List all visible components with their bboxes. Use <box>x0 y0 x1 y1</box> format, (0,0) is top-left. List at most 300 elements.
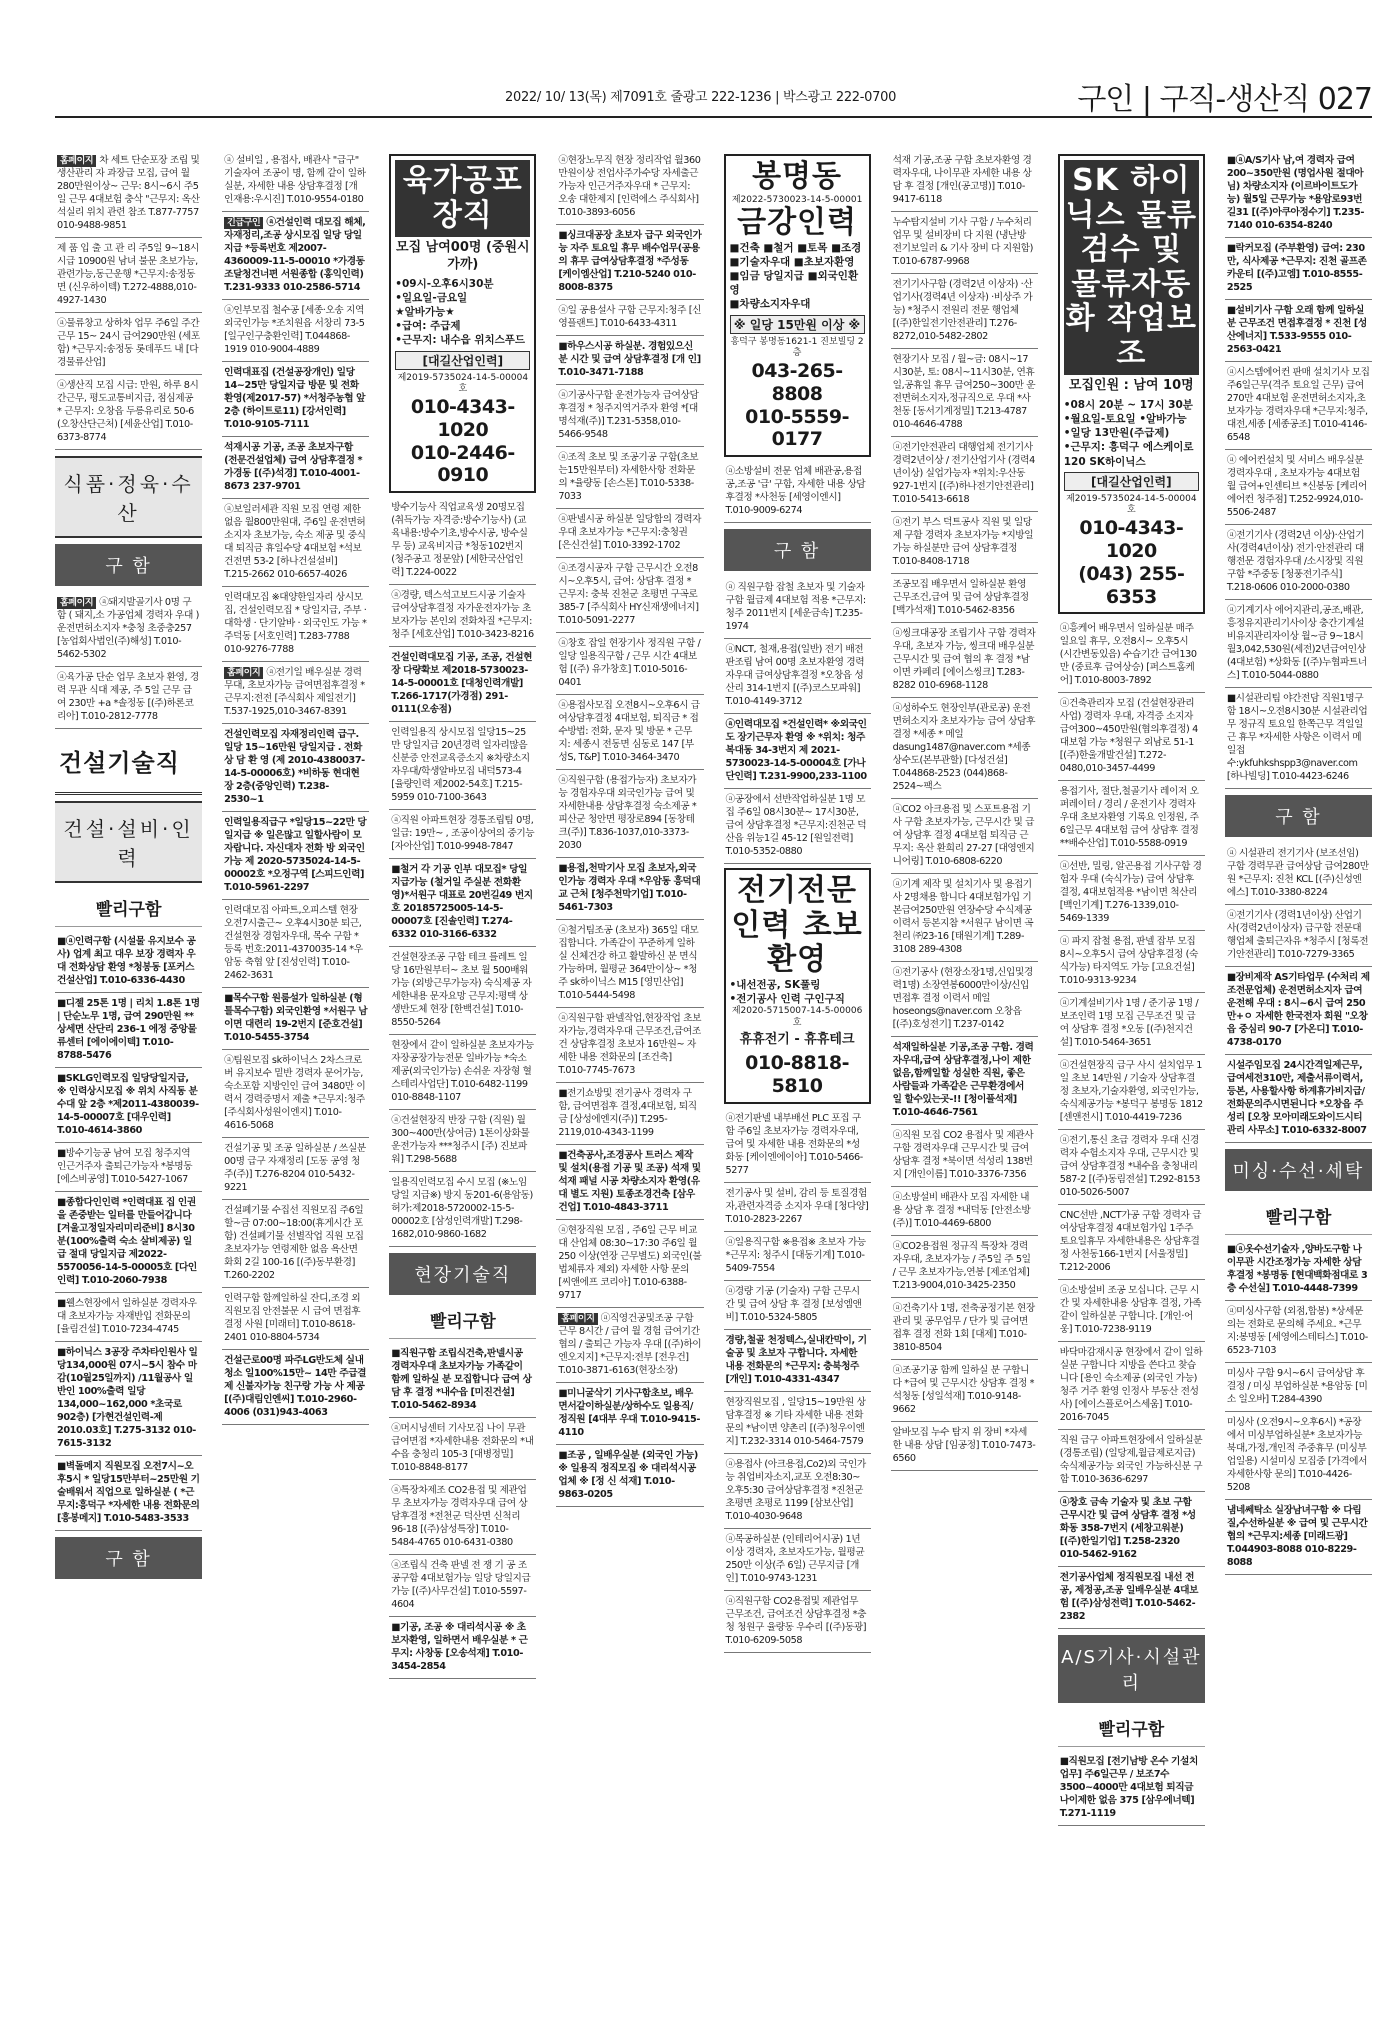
ad-text: ⓐ직원구함 판넬작업,현장작업 초보자가능,경력자우대 근무조건,급여조건 상담후결정 초보자 16만원~ 자세한 내용 전화문의 [조건축] T.010-7745-7673 <box>558 1013 702 1076</box>
classified-ad <box>1058 1751 1205 1826</box>
ad-text: ⓐ창호 금속 기술자 및 초보 구함 근무시간 및 급여 상담후 결정 *성화동 358-7번지 (세창고워분) [(주)한일기업] T.258-2320 010-5462-9162 <box>1059 1497 1196 1561</box>
classified-ad <box>222 150 369 212</box>
classified-ad <box>1225 1363 1372 1412</box>
phone-number: 010-5559-0177 <box>745 405 849 451</box>
column-1 <box>55 150 202 2020</box>
classified-ad <box>222 1138 369 1200</box>
banner-company: [대길산업인력] <box>1064 472 1199 491</box>
banner-line: ■기술자우대 ■초보자환영 <box>729 255 855 268</box>
classified-ad <box>389 497 536 585</box>
banner-address: 흥덕구 봉명동1621-1 진보빌딩 2층 <box>730 336 864 359</box>
ad-text: ⓐ철거팀조공 (초보자) 365일 대모집합니다. 가족같이 꾸준하게 일하실 신체건강 하고 활발하신 분 면식 가능하며, 월평균 364만이상~ *청주 sk하이닉스 M15 [영민산업] T.010-5444-5498 <box>558 925 699 1001</box>
section-title: 구인 | 구직-생산직 027 <box>1077 82 1372 117</box>
banner-reg: 제2020-5715007-14-5-00006호 <box>731 1005 863 1028</box>
classified-ad <box>389 1617 536 1679</box>
classified-ad <box>556 300 703 336</box>
classified-ad <box>724 1330 871 1392</box>
ad-text: ⓐ경량, 텍스석고보드시공 기술자 급여상담후결정 자가운전자가능 초보자가능 본인외 전화차질 *근무지:청주 [세호산업] T.010-3423-8216 <box>391 590 534 641</box>
ad-text: ⓐ전기 부스 덕트공사 직원 및 일당제 구함 경력자 초보자가능 *지방일 가능 하실분만 급여 상담후결정 T.010-8408-1718 <box>892 517 1034 567</box>
ad-text: 인력대모집 아파트,오피스텔 현장 오전7시출근~ 오후4시30분 퇴근, 건설현장 경험자우대, 목수 구함 *등록 번호:2011-4370035-14 *우암동 축협 앞 [진성인력] T.010-2462-3631 <box>224 905 363 982</box>
classified-ad <box>389 585 536 647</box>
ad-text: ⓐ흥케어 배우면서 일하실분 매주 일요일 휴무, 오전8시~ 오후5시 (시간변동있음) 수습기간 급여130만 (중료후 급여상승) [퍼스트홈케어] T.010-8003-7892 <box>1059 623 1197 687</box>
banner-line: •일당 13만원(주급제) <box>1063 427 1170 440</box>
classified-ad <box>724 1281 871 1330</box>
classified-ad <box>724 789 871 864</box>
classified-ad <box>556 1445 703 1507</box>
phone-number: 010-4343-1020 <box>410 396 515 441</box>
ad-text: ■장비제작 AS기타업무 (수처리 제조전문업체) 운전면허소지자 급여 운전해 우대 : 8시~6시 급여 250만+ㅇ 자세한 한국전자 회원 "오창읍 중심리 90-7 [가온디] T.010-4738-0170 <box>1226 972 1370 1048</box>
ad-text: ⓐ경량 기공 (기술자) 구함 근무시간 및 급여 상담 후 결정 [보성엠앤비] T.010-5324-5805 <box>725 1285 862 1323</box>
classified-ad <box>222 362 369 437</box>
ad-text: 경량,철골 천정텍스,실내칸막이, 기술공 및 초보자 구합니다. 자세한 내용 전화문의 *근무지: 충북청주 [개인] T.010-4331-4347 <box>725 1334 867 1385</box>
category-header: 구 함 <box>55 1537 202 1579</box>
classified-ad <box>222 1288 369 1350</box>
ad-text: 미싱사 구함 9시~6시 급여상담 후결정 / 미싱 부업하실분 *용암동 [미소 일오바] T.284-4390 <box>1226 1368 1368 1405</box>
classified-ad <box>1058 1567 1205 1629</box>
classified-ad <box>1225 905 1372 967</box>
ad-text: 현장직원모집 , 일당15~19만원 상담후결정 ※ 기타 자세한 내용 전화문의 *남이면 양촌리 [(주)청우이엔지] T.232-3314 010-5464-7579 <box>725 1396 866 1447</box>
classified-ad <box>1058 931 1205 993</box>
ad-text: ⓐ기계설비기사 1명 / 준기공 1명 / 보조인력 1명 모집 근무조건 및 급여 상담후 결정 *오동 [(주)천지건설] T.010-5464-3651 <box>1059 998 1199 1049</box>
banner-line: •08시 20분 ~ 17시 30분 <box>1063 398 1193 411</box>
ad-text: 전기기사구함 (경력2년 이상자) ·산업기사(경력4년 이상자) ·비상주 가능) *청주시 전원리 전문 행업체 [(주)한일전기안전관리] T.276-8272,010-5482-2802 <box>892 279 1033 342</box>
ad-text: ⓐ성하수도 현장인부(관로공) 운전면허소지자 초보자가능 급여 상담후결정 *세종 * 메일 dasung1487@naver.com *세종상수도(본부관할) [다성건설] T.044868-2523 (044)868-2524~팩스 <box>892 703 1036 792</box>
ad-text: ⓐ건축기사 1명, 전축공정기본 현장관리 및 공무업무 / 단가 및 급여면접후 결정 전화 1회 [대제] T.010-3810-8504 <box>892 1303 1035 1353</box>
classified-ad <box>389 647 536 722</box>
ad-text: 건설인력대모집 기공, 조공, 건설현장 다량확보 제2018-5730023-14-5-00001호 [대청인력개발] T.266-1717(가경점) 291-0111(오송점) <box>391 652 533 716</box>
ad-text: ⓐ판넬시공 하실분 일당합의 경력자우대 초보자가능 *근무지:충청권 [은신건설] T.010-3392-1702 <box>558 514 702 551</box>
banner-line: ■임금 당일지급 ■외국인환영 <box>729 270 859 297</box>
ad-text: ■하우스시공 하실분. 경험있으신분 시간 및 급여 상담후결정 [개 인] T.010-3471-7188 <box>558 341 701 378</box>
classified-ad <box>1058 1430 1205 1492</box>
classified-ad <box>556 558 703 633</box>
ad-text: ■시설관리팀 야간전담 직원1명구함 18시~오전8시30분 시설관리업무 정규직 토요일 한쪽근무 격일일근 휴무 *자세한 사항은 이력서 메일접수:ykfuhkshspp3@naver.com [하나빌딩] T.010-4423-6246 <box>1226 693 1368 782</box>
ad-text: ■직원구함 조립식건축,판넬시공 경력자우대 초보자가능 가족같이 함께 일하실 분 모집합니다 급여 상담 후 결정 *내수읍 [미진건설] T.010-5462-8934 <box>391 1348 532 1412</box>
classified-ad <box>1225 450 1372 525</box>
ad-text: 시설주임모집 24시간격일제근무,급여세전310만, 제출서류이력서,등본, 사용할사항 하계휴가비지급/전화문의주시면된니다 *오창읍 주성리 [오창 모아미래도와이드시티관리 사무소] T.010-6332-8007 <box>1226 1060 1367 1136</box>
ad-text: ■조공 , 일배우실분 (외국인 가능) ※ 일용직 정직모집 ※ 대리석시공업체 ※ [정 신 석재] T.010-9863-0205 <box>558 1450 698 1501</box>
classified-ad <box>724 461 871 523</box>
banner-highlight: ※ 일당 15만원 이상 ※ <box>730 315 865 334</box>
banner-title: 육가공포장직 <box>395 160 530 237</box>
ad-text: ■방수기능공 남여 모집 청주지역 인근거주자 출퇴근가능자 *봉명동 [에스비공영] T.010-5427-1067 <box>57 1148 193 1186</box>
category-header: A/S기사·시설관리 <box>1058 1635 1205 1703</box>
classified-ad <box>1225 300 1372 362</box>
ad-text: ■하이닉스 3공장 주차타인원사 일당134,000원 07시~5시 참수 마감(10월25일까지) /11월공사 일반인 100%출력 일당134,000~162,000 *초국로902층) [가현건설인력-제2010.03호] T.275-3132 010-7615-3132 <box>57 1347 198 1450</box>
ad-text: ⓐ기공사구함 운전가능자 급여상담후결정 * 청주지역거주자 환영 *[대명석재(주)] T.231-5358,010-5466-9548 <box>558 390 699 440</box>
classified-ad <box>55 238 202 313</box>
banner-sub: 모집인원 : 남여 10명 <box>1068 378 1194 393</box>
ad-text: ⓐ용접사모집 오전8시~오후6시 급여상담후결정 4대보험, 퇴직금 * 접수방법: 전화, 문자 및 방문 * 근무지: 세종시 전동면 심동로 147 [부성S, T&P] T.010-3464-3470 <box>558 700 700 763</box>
classified-ad <box>1225 362 1372 450</box>
classified-ad <box>891 799 1038 874</box>
classified-ad <box>1058 1055 1205 1130</box>
classified-ad <box>55 931 202 993</box>
banner-line: •일요일-금요일 <box>395 291 468 304</box>
phone-number: 010-2446-0910 <box>410 441 515 487</box>
phone-number: 010-8818-5810 <box>745 1052 849 1098</box>
classified-ad <box>1058 1342 1205 1430</box>
ad-tag: 홈페이지 <box>57 597 96 609</box>
classified-ad <box>556 336 703 385</box>
ad-text: ■싱크대공장 초보자 급구 외국인가능 자주 토요일 휴무 배수업무(공용의 휴무 급여상담후결정 *주성동 [케이엠산업] T.210-5240 010-8008-8375 <box>558 230 702 293</box>
ad-text: CNC선반 ,NCT가공 구함 경력자 급여상담후결정 4대보험가입 1주주 토요일휴무 자세한내용은 상담후결정 사천동166-1번지 [서울정밀] T.212-2006 <box>1059 1210 1202 1274</box>
ad-text: ⓐCO2 아크용접 및 스포트용접 기사 구함 초보자가능, 근무시간 및 급여 상담후 결정 4대보험 퇴직금 근무지: 옥산 환희리 27-27 [대영엔지니어링] T.010-6808-6220 <box>892 804 1035 867</box>
banner-company: [대길산업인력] <box>395 351 530 370</box>
classified-ad <box>389 1110 536 1172</box>
classified-ad <box>1225 150 1372 238</box>
ad-text: ⓐ직원구함 (용접가능자) 초보자가능 경험자우대 외국인가능 급여 및 자세한내용 상담후결정 숙소제공 *피산군 청안면 평장로894 [동창테크(주)] T.836-1037,010-3373-2030 <box>558 775 697 851</box>
classified-ad <box>1225 525 1372 600</box>
ad-text: ⓐ보일러세관 직원 모집 연령 제한없음 월800만원대, 주6일 운전면허소지자 초보가능, 숙소 제공 및 중식대 퇴직금 휴일수당 4대보험 *석보건전면 53-2 [하나건설설비] T.215-2662 010-6657-4026 <box>224 504 366 581</box>
ad-text: ■ⓐ인력구함 (시설물 유지보수 공사) 업계 최고 대우 보장 경력자 우대 전화상담 환영 *청봉동 [포커스건설산업] T.010-6336-4430 <box>57 936 196 987</box>
ad-text: ⓐ전기,통신 초급 경력자 우대 신경력자 수험소지자 우대, 근무시간 및 급여 상담후결정 *내수읍 충청내리 587-2 [(주)동림전설] T.292-8153 010-5026-5007 <box>1059 1135 1201 1199</box>
classified-ad <box>389 1035 536 1110</box>
ad-text: 인력일용직 상시모집 일당15~25만 당일지급 20년경력 일자리많음 신분증 안전교육증소지 ※차량소지자우대/학생알바모집 내덕573-4 [율량인력 제2002-54호] T.215-5959 010-7100-3643 <box>391 727 530 804</box>
column-7 <box>1058 150 1205 2020</box>
ad-text: ⓐ전기안전관리 대행업체 전기기사 경력2년이상 / 전기산업기사 (경력4년이상) 실업가능자 *위치:우산동 927-1번지 [(주)하나전기안전관리] T.010-5413-6618 <box>892 442 1035 505</box>
box-ad-banner <box>1058 154 1205 614</box>
classified-ad <box>556 225 703 300</box>
ad-text: 건설인력모집 자재정리인력 급구. 일당 15~16만원 당일지급 . 전화 상 담 환 영 (제 2010-4380037-14-5-00006호) *비하동 현대현장 2층(중앙인력) T.238-2530~1 <box>224 729 365 806</box>
ad-text: 미싱사 (오전9시~오후6시) *공장에서 미싱부업하실분* 초보자가능 북대,가정,개인적 주중휴무 (미싱부업일용) 시설미싱 모집중 [가격에서 자세한사항 문의] T.010-4426-5208 <box>1226 1417 1368 1493</box>
banner-line: •전기공사 인력 구인구직 <box>729 992 845 1005</box>
box-ad-banner <box>389 154 536 493</box>
banner-line: •월요일-토요일 •알바가능 <box>1063 413 1187 426</box>
ad-text: ⓐ현장직원 모집 , 주6일 근무 비교대 산업체 08:30~17:30 주6일 월250 이상(연장 근무별도) 외국인(불법체류자 제외) 자세한 사항 문의 [씨앤에프 코리아] T.010-6388-9717 <box>558 1225 702 1301</box>
classified-ad <box>1225 238 1372 300</box>
ad-text: ■SKLG인력모집 일당당일지급, ※ 인력상시모집 ※ 위치 사직동 분수대 앞 2층 *제2011-4380039-14-5-00007호 [대우인력] T.010-4614-3860 <box>57 1073 199 1137</box>
banner-reg: 제2022-5730023-14-5-00001 <box>731 194 863 205</box>
classified-ad <box>556 1008 703 1083</box>
ad-text: 제 품 입 출 고 관 리 주5일 9~18시 시급 10900원 남녀 불문 초보가능,관련가능,동근운행 *근무지:송정동 면 (신우하이텍) T.272-4888,010-4927-1430 <box>57 243 199 307</box>
classified-ad <box>724 1108 871 1183</box>
ad-text: ⓐ건설현장직 반장 구함 (직원) 월300~400만(상여금) 1톤이상화물운전가능자 ***청주시 [주) 진보파워] T.298-5688 <box>391 1115 530 1166</box>
classified-ad <box>1225 1301 1372 1363</box>
classified-ad <box>389 1555 536 1617</box>
column-3 <box>389 150 536 2020</box>
classified-ad <box>389 722 536 810</box>
classified-ad <box>1058 993 1205 1055</box>
ad-text: ⓐ건설인력 대모집 해체,자재정리,조공 상시모집 일당 당일지급 *등록번호 제2007-4360009-11-5-00010 *가경동 조달청건너편 서원종합 (홍익인력) T.231-9333 010-2586-5714 <box>224 217 366 294</box>
ad-text: 인력구함 함께일하실 잔디,조경 외 직원모집 안전불문 시 급여 면접후결정 사원 [미래터] T.010-8618-2401 010-8804-5734 <box>224 1293 361 1344</box>
ad-text: 전기공사 및 설비, 감리 등 토질경험자,관련자격증 소지자 우대 [청다양] T.010-2823-2267 <box>725 1187 869 1225</box>
classified-ad <box>222 988 369 1050</box>
classified-ad <box>724 1529 871 1591</box>
classified-ad <box>556 385 703 447</box>
classified-ad <box>1058 1205 1205 1280</box>
ad-text: ⓐ씽크대공장 조립기사 구함 경력자 우대, 초보자 가능, 씽크대 배우실분 근무시간 및 급여 협의 후 결정 *남이면 카페리 [에이스씽크] T.283-8282 010-6968-1128 <box>892 628 1036 691</box>
ad-text: 냄네쎄탁소 실장남녀구함 ※ 다림질,수선하실분 ※ 급여 및 근무시간 협의 *근무지:세종 [미래드광] T.044903-8088 010-8229-8088 <box>1226 1505 1368 1568</box>
ad-text: 건설현장조공 구함 테크 를레트 일당 16만원부터~ 초보 월 500배워 가능 (외방근무가능자) 숙식제공 자세한내용 문자요망 근무지:평택 상생반도체 현장 [한백건설] T.010-8550-5264 <box>391 952 532 1029</box>
phone-number: 043-265-8808 <box>751 359 843 405</box>
ad-text: ⓐ 설비일 , 용접사, 배관사 "급구" 기술자여 조공이 명, 함께 같이 일하실분, 자세한 내용 상담후결정 [개 인재용:우시진] T.010-9554-0180 <box>224 155 366 205</box>
ad-text: ■목수구함 원룸설가 일하실분 (형틀목수구함) 외국인환영 *서원구 남이면 대련리 19-2번지 [준호건설] T.010-5455-3754 <box>224 993 368 1044</box>
ad-text: ⓐ전기판넬 내부배선 PLC 포집 구함 주6일 초보자가능 경력자우대, 급여 및 자세한 내용 전화문의 *성화동 [케이엔에이아] T.010-5466-5277 <box>725 1112 863 1176</box>
classified-ad <box>891 574 1038 623</box>
classified-ad <box>222 499 369 587</box>
banner-company: 금강인력 <box>737 205 858 241</box>
ad-text: ■웰스현장에서 일하실분 경력자우대 초보자가능 자재반입 전화문의 [율림건설] T.010-7234-4745 <box>57 1298 197 1336</box>
banner-sub: 모집 남여00명 (중원시 가까) <box>396 240 530 272</box>
column-6 <box>891 150 1038 2020</box>
banner-line: •근무지: 내수읍 위치스푸드 <box>395 334 526 347</box>
ad-text: 석재시공 기공, 조공 초보자구함 (전문건설업체) 급여 상담후결정 *가경동 [(주)석경] T.010-4001-8673 237-9701 <box>224 442 363 493</box>
classified-columns <box>55 150 1372 2020</box>
column-2 <box>222 150 369 2020</box>
ad-text: ⓐ인력대모집 *건설인력* ※외국인도 장기근무자 환영 ※ *위치: 청주 복대동 34-3번지 제 2021-5730023-14-5-00004호 [가나단인력] T.231-9900,233-1100 <box>725 719 867 783</box>
classified-ad <box>891 623 1038 698</box>
box-ad-banner <box>724 154 871 457</box>
classified-ad <box>556 1308 703 1383</box>
ad-text: 인력대표집 (건설공장개인) 일당14~25만 당일지급 방문 및 전화 환영(제2017-57) *서청주농협 앞 2층 (하이트로11) [강서인력] T.010-9105-7111 <box>224 367 366 431</box>
classified-ad <box>55 592 202 667</box>
ad-text: ■디젤 25톤 1명 | 리치 1.8톤 1명 | 단순노무 1명, 급여 290만원 **상세면 산단리 236-1 에정 중앙물류센터 [에이에이텍] T.010-8788-5476 <box>57 998 200 1062</box>
category-header: 식품·정육·수산 <box>55 456 202 538</box>
category-header: 구 함 <box>55 544 202 586</box>
ad-text: ■건축공사,조경공사 트러스 제작 및 설치(용접 기공 및 조공) 석재 및 석재 패널 시공 차량소지자 환영(유대 별도 지원) 토종조경건축 [삼우건업] T.010-4843-3711 <box>558 1150 701 1213</box>
classified-ad <box>1225 843 1372 905</box>
urgent-label: 빨리구함 <box>389 1301 536 1339</box>
ad-text: ■설비기사 구함 오래 함께 일하실분 근무조건 면접후결정 * 진천 [성산에너지] T.533-9555 010-2563-0421 <box>1226 305 1367 355</box>
ad-text: 전기공사업체 정직원모집 내선 전공, 제정공,조공 일배우실분 4대보험 [(주)삼성전력] T.010-5462-2382 <box>1059 1572 1199 1623</box>
box-ad-banner <box>724 868 871 1104</box>
classified-ad <box>55 667 202 729</box>
banner-line: •급여: 주급제 <box>395 320 461 333</box>
ad-text: ■용접,천막기사 모집 초보자,외국인가능 경력자 우대 *우암동 흥덕대교 근처 [청주천막기업] T.010-5461-7303 <box>558 863 701 913</box>
ad-text: 인력일용직급구 *일당15~22만 당일지급 ※ 일은많고 일할사람이 모자랍니다. 자신대자 전화 방 외국인가능 제 2020-5735024-14-5-00002호 *오정구역 [스피드인력] T.010-5961-2297 <box>224 817 367 894</box>
classified-ad <box>389 859 536 947</box>
banner-line: ★알바가능★ <box>395 306 455 319</box>
ad-text: ■벽돌메지 직원모집 오전7시~오후5시 * 일당15만부터~25만원 기술배워서 직업으로 일하실분 ( *근무지:흥덕구 *자세한 내용 전화문의 [흥봉메지] T.010-5483-3533 <box>57 1461 200 1525</box>
category-header: 현장기술직 <box>389 1253 536 1295</box>
classified-ad <box>55 150 202 238</box>
ad-text: 석재 기공,조공 구함 초보자환영 경력자우대, 나이무관 자세한 내용 상담 후 결정 [개인(공고명)] T.010-9417-6118 <box>892 155 1032 205</box>
ad-text: 바닥마감재시공 현장에서 같이 일하실분 구합니다 지방을 쓴다고 찾습니다 [용인 숙소제공 (외국인 가능) 청주 거주 환영 인정사 부동산 전성사) [에이스플로어스세움] T.010-2016-7045 <box>1059 1347 1203 1424</box>
classified-ad <box>891 274 1038 349</box>
classified-ad <box>222 300 369 362</box>
ad-text: ⓐ특장차제조 CO2용접 및 제관업무 초보자가능 경력자우대 급여 상담후결정 *전천군 덕산면 신척리 96-18 [(주)삼성특장] T.010-5484-4765 010-6431-0380 <box>391 1485 528 1549</box>
ad-text: ⓐ직원 아파트현장 경통조립팀 0명, 일급: 19만~ , 조공이상여의 중기능 [자아산업] T.010-9948-7847 <box>391 815 535 853</box>
ad-tag: 홈페이지 <box>224 667 263 679</box>
ad-text: ■철거 각 기공 인부 대모집* 당일지급가능 (철거일 주실분 전화환영)*서원구 대표로 20번길49 번지호 20185725005-14-5-00007호 [진솔인력] T.274-6332 010-3166-6332 <box>391 864 533 941</box>
ad-tag: 홈페이지 <box>57 155 96 167</box>
phone-number: (043) 255-6353 <box>1078 562 1185 608</box>
classified-ad <box>389 947 536 1035</box>
classified-ad <box>891 437 1038 512</box>
ad-text: ⓐ 에어컨설치 및 서비스 배우실분 경력자우대 , 초보자가능 4대보험 월 급여+인센티브 *신봉동 [케리어에어컨 청주점] T.252-9924,010-5506-2487 <box>1226 455 1367 518</box>
ad-text: ⓐ시스템에어컨 판매 설치기사 모집 주6일근무(격주 토요일 근무) 급여270만 4대보험 운전면허소지자,초보자가능 경력자우대 *근무지:청주,대전,세종 [세종공조] T.010-4146-6548 <box>1226 367 1370 443</box>
classified-ad <box>222 212 369 300</box>
classified-ad <box>222 437 369 499</box>
ad-text: 인력대모집 ※대양한일자리 상시모집, 건설인력모집 * 당일지급, 주부 · 대학생 · 단기알바 · 외국인도 가능 *주덕동 [서호인력] T.283-7788 010-9276-7788 <box>224 592 367 656</box>
classified-ad <box>724 577 871 639</box>
ad-text: ■ⓐA/S기사 남,여 경력자 급여 200~350만원 (명업사원 절대아님) 차량소지자 (이르바이트도가능) 월5일 근무가능 *용암로93번길31 [(주)아쿠아정수기] T.235-7140 010-6354-8240 <box>1226 155 1364 231</box>
banner-line: ■건축 ■철거 ■토목 ■조경 <box>729 241 862 254</box>
ad-text: ⓐ건축관리자 모집 (건설현장관리 사업) 경력자 우대, 자격증 소지자 급여300~450만원(협의후결정) 4대보험 가능 *청원구 외남로 51-1 [(주)한울개발건설] T.272-0480,010-3457-4499 <box>1059 698 1198 775</box>
classified-ad <box>55 1143 202 1192</box>
ad-text: ⓐ 파지 잡철 용접, 판넬 잡부 모집 8시~오후5시 급여 상담후결정 (숙식가능) 타지역도 가능 [고요건설] T.010-9313-9234 <box>1059 936 1198 987</box>
ad-text: ⓐ용접사 (아크용접,Co2)외 국인가능 취업비자소지,교포 오전8:30~오후5:30 급여상담후결정 *진천군 초평면 초평로 1199 [삼보산업] T.010-4030-9648 <box>725 1458 866 1522</box>
classified-ad <box>222 812 369 900</box>
section-heading: 건설기술직 <box>55 729 202 795</box>
ad-text: ⓐ조적 초보 및 조공기공 구함(초보는15만원부터) 자세한사항 전화문의 *율량동 [손스톤] T.010-5338-7033 <box>558 452 699 502</box>
classified-ad <box>55 1342 202 1456</box>
ad-text: ⓐ직원 모집 CO2 용접사 및 제관사 구함 경력자우대 근무시간 및 급여 상담후 결정 *북이면 석성리 138번지 [개인이름] T.010-3376-7356 <box>892 1130 1034 1180</box>
ad-text: ⓐ현장노무직 현장 정리작업 월360만원이상 전업사주가수당 자세출근가능자 인근거주자우대 * 근무지: 오송 대한제지 [인력에스 주식회사] T.010-3893-6056 <box>558 155 701 218</box>
ad-text: ■기공, 조공 ※ 대리석시공 ※ 초보자환영, 일하면서 배우실분 * 근무지: 사창동 [오송석재] T.010-3454-2854 <box>391 1622 528 1673</box>
classified-ad <box>891 1360 1038 1422</box>
banner-line: ■차량소지자우대 <box>729 298 811 311</box>
ad-text: ⓐ목공하실분 (인테리어시공) 1년이상 경력자, 초보자도가능, 월평균250만 이상(주 6일) 근무지급 [개인] T.010-9743-1231 <box>725 1533 865 1584</box>
classified-ad <box>556 920 703 1008</box>
ad-text: ⓐ조경시공자 구함 근무시간 오전8시~오후5시, 급여: 상담후 결정 * 근무지: 충북 진천군 초평면 구곡로 385-7 [주식회사 HY신재생에너지] T.010-5091-2277 <box>558 563 699 626</box>
ad-text: ■미니굴삭기 기사구함초보, 배우면서같이하실분/상하수도 일용직/정직원 [4대부 우대 T.010-9415-4110 <box>558 1388 701 1439</box>
column-8 <box>1225 150 1372 2020</box>
classified-ad <box>55 993 202 1068</box>
classified-ad <box>556 447 703 509</box>
classified-ad <box>55 1293 202 1342</box>
ad-text: ⓐ전기일 배우실분 경력무대, 초보자가능 급여면접후결정 *근무지:전전 [주식회사 제일전기] T.537-1925,010-3467-8391 <box>224 667 365 718</box>
classified-ad <box>55 313 202 375</box>
classified-ad <box>891 874 1038 962</box>
ad-text: 건설기공 및 조공 일하실분 / 쓰실분 00명 급구 자재정리 [도동 공영 청주(주)] T.276-8204 010-5432-9221 <box>224 1143 366 1194</box>
banner-line: •근무지: 흥덕구 에스케이로 120 SK하이닉스 <box>1063 441 1194 468</box>
ad-text: ⓐ육가공 단순 업무 초보자 환영, 경력 무관 식대 제공, 주 5일 근무 급여 230만 +a *솔정동 [(주)하론코리아] T.010-2812-7778 <box>57 672 199 723</box>
ad-text: 현장에서 같이 일하실분 초보자가능 자장공장가능전문 일바가능 *숙소제공(외국인가능) 손쉬운 자장형 혈스테리사업단] T.010-6482-1199 010-8848-1107 <box>391 1040 534 1104</box>
classified-ad <box>1058 1492 1205 1567</box>
classified-ad <box>1058 1280 1205 1342</box>
classified-ad <box>222 900 369 988</box>
banner-title: SK 하이닉스 물류검수 및 물류자동화 작업보조 <box>1064 160 1199 375</box>
classified-ad <box>1225 967 1372 1055</box>
ad-text: ■전기쇼방및 전기공사 경력자 구함, 급여면접후 결정,4대보험, 퇴직금 [상성에엔지(주)] T.295-2119,010-4343-1199 <box>558 1088 697 1138</box>
column-4 <box>556 150 703 2020</box>
classified-ad <box>891 1187 1038 1236</box>
ad-text: ⓐ물류창고 상하차 업무 주6일 주간근무 15~ 24시 급여290만원 (세포함) *근무지:송정동 롯데푸드 내 [다경물류산업] <box>57 318 200 369</box>
ad-text: 일용직인력모집 수시 모집 (※노임당일 지급※) 방지 동201-6(용암동) 허가:제2018-5720002-15-5-00002호 [삼성인력개발] T.298-1682,010-9860-1682 <box>391 1177 533 1241</box>
ad-text: ⓐ팀원모집 sk하이닉스 2차스크로버 유지보수 밑반 경력자 문어가능, 숙소포함 지방인인 급여 3480만 이력서 경력증명서 제출 *근무지:청주 [주식회사성원이엔지] T.010-4616-5068 <box>224 1055 366 1132</box>
ad-text: ⓐ직원구함 CO2용접및 제관업무 근무조건, 급여조건 상담후결정 *충청 청원구 율량동 우수리 [(주)동광] T.010-6209-5058 <box>725 1595 867 1646</box>
classified-ad <box>891 1236 1038 1298</box>
classified-ad <box>724 1591 871 1653</box>
classified-ad <box>724 1232 871 1281</box>
ad-text: ⓐ공장에서 선반작업하실분 1명 모집 주6일 08시30분~ 17시30분, 급여 상담후결정 *근무지:진천군 덕산읍 위능1길 45-12 [원일전력] T.010-5352-0880 <box>725 794 867 858</box>
classified-ad <box>1225 1055 1372 1143</box>
ad-text: ⓐ돼지발골기사 0명 구함 ( 돼지,소 가공업체 경력자 우대 ) 운전면허소지자 *충청 초중충257 [농업회사법인(주)해성] T.010-5462-5302 <box>57 597 199 661</box>
ad-text: ⓐ일 공용설사 구함 근무지:청주 [신영플랜트] T.010-6433-4311 <box>558 305 702 329</box>
classified-ad <box>389 1172 536 1247</box>
ad-text: ■직원모집 [전기남방 온수 기설치업무] 주6일근무 / 보조7수 3500~4000만 4대보험 퇴직금 나이제한 없음 375 [삼우에너텍] T.271-1119 <box>1059 1756 1198 1820</box>
classified-ad <box>556 150 703 225</box>
classified-ad <box>556 633 703 695</box>
ad-text: ⓐ전기기사 (경력2년 이상)·산업기사(경력4년이상) 전기·안전관리 대행전문 경험자우대 /소시장및 직원구함 *주중동 [청풍전기주식] T.218-0606 010-2000-0380 <box>1226 530 1365 593</box>
banner-line: •09시-오후6시30분 <box>395 277 494 290</box>
ad-text: ■락커모집 (주부환영) 급여: 230만, 식사제공 *근무지: 진천 골프존카운티 [(주)고엠] T.010-8555-2525 <box>1226 243 1367 293</box>
classified-ad <box>724 1454 871 1529</box>
classified-ad <box>556 509 703 558</box>
urgent-label: 빨리구함 <box>55 889 202 927</box>
ad-text: ⓐ창호 잡일 현장기사 정직원 구함 / 일당 일용직구함 / 근무 시간 4대보험 [(주) 유가창호] T.010-5016-0401 <box>558 638 701 688</box>
classified-ad <box>389 1418 536 1480</box>
ad-text: 건설폐기물 수집선 직원모집 주6일 할~금 07:00~18:00(휴게시간 포함) 건설폐기물 선별작업 직원 모집 초보자가능 연령제한 없음 욕산면 화회 2길 100-16 [(주)동부환경] T.260-2202 <box>224 1205 364 1282</box>
classified-ad <box>556 1145 703 1220</box>
ad-tag: 홈페이지 <box>558 1313 597 1325</box>
column-5 <box>724 150 871 2020</box>
classified-ad <box>724 1392 871 1454</box>
classified-ad <box>55 1456 202 1531</box>
ad-text: ■ⓐ옷수선기술자 ,양바도구함 나이무관 시간조정가능 자세한 상담후결정 *봉명동 [현대백화점대로 3층 수선실] T.010-4448-7399 <box>1226 1244 1368 1294</box>
ad-text: ⓐ소방설비 배관사 모집 자세한 내용 상담 후 결정 *내덕동 [안전소방(주)] T.010-4469-6800 <box>892 1192 1031 1229</box>
classified-ad <box>556 770 703 858</box>
ad-text: ⓐ조립식 건축 판넬 전 쟁 기 공 조공구함 4대보험가능 일당 당일지급가능 [(주)사무건설] T.010-5597-4604 <box>391 1560 531 1611</box>
ad-text: 직원 급구 아파트현장에서 일하실분(경통조립) (일당제,월급제로지급) 숙식제공가능 외국인 가능하신분 구함 T.010-3636-6297 <box>1059 1435 1203 1486</box>
classified-ad <box>556 1083 703 1145</box>
category-header: 건설·설비·인력 <box>55 801 202 883</box>
ad-text: ⓐ머시닝센터 기사모집 나이 무관 급여면접 *자세한내용 전화문의 *내수읍 충청리 105-3 [대병정밀] T.010-8848-8177 <box>391 1423 534 1474</box>
banner-line: •내선전공, SK풀링 <box>729 978 821 991</box>
ad-text: ⓐ미싱사구함 (외점,합봉) *상세문의는 전화로 문의해 주세요. *근무지:봉명동 [세영에스테티스] T.010-6523-7103 <box>1226 1306 1368 1356</box>
classified-ad <box>1225 1239 1372 1301</box>
classified-ad <box>222 662 369 724</box>
classified-ad <box>222 1350 369 1425</box>
ad-text: ⓐ기계기사 에어지관리,공조,배관,흥정유지관리기사이상 충간기계설비유지관리자이상 월~금 9~18시 월3,042,530원(세전)2년급여인상(4대보험) *상화동 [(주)누협파트너스] T.010-5044-0880 <box>1226 605 1367 681</box>
classified-ad <box>222 1050 369 1138</box>
banner-reg: 제2019-5735024-14-5-00004호 <box>397 372 529 395</box>
ad-text: ⓐ인부모집 철수공 [세종·오송 지역 외국인가능 *조치원읍 서창리 73-5 [일구인구충환인력] T.044868-1919 010-9004-4889 <box>224 305 365 356</box>
classified-ad <box>556 858 703 920</box>
banner-title: 봉명동 <box>752 159 843 194</box>
banner-reg: 제2019-5735024-14-5-00004호 <box>1066 493 1197 516</box>
category-header: 구 함 <box>1225 795 1372 837</box>
classified-ad <box>724 639 871 714</box>
classified-ad <box>891 150 1038 212</box>
ad-text: ⓐ소방설비 전문 업체 배관공,용접공,조공 '급' 구함, 자세한 내용 상담후결정 *사천동 [세영이엔시] T.010-9009-6274 <box>725 466 866 517</box>
classified-ad <box>1225 688 1372 789</box>
ad-text: ⓐ소방설비 조공 모십니다. 근무 시간 및 자세한내용 상담후 결정, 가족같이 일하실분 구합니다. [개인·어웅] T.010-7238-9119 <box>1059 1285 1202 1336</box>
ad-text: ⓐ전기공사 (현장소장1명,신입및경력1명) 소장연봉6000만이상/신입 면접후 결정 이력서 메일 hoseongs@naver.com 오창읍 [(주)호성전기] T.237-0142 <box>892 967 1033 1030</box>
classified-ad <box>55 1068 202 1143</box>
ad-text: 조공모집 배우면서 일하실분 환영 근무조건,급여 및 급여 상담후결정 [백가석재] T.010-5462-8356 <box>892 579 1029 616</box>
ad-text: 용접기사, 절단,철골기사 레이저 오퍼레이터 / 경리 / 운전기사 경력자우대 초보자환영 기록요 인정원, 주6일근무 4대보험 급여 상담후 결정 **배수산업] T.010-5588-0919 <box>1059 786 1199 850</box>
classified-ad <box>389 1343 536 1418</box>
ad-text: ⓐ일용직구함 ※용접※ 초보자 가능 *근무지: 청주시 [대동기계] T.010-5409-7554 <box>725 1236 866 1274</box>
ad-text: 건설근로00명 파주LG반도체 실내청소 일100%15만~ 14만 주급결제 신불자가능 친구랑 가능 사 제공 [(주)대림인엔씨] T.010-2960-4006 (031)943-4063 <box>224 1355 367 1419</box>
ad-text: 현장기사 모집 / 월~금: 08시~17시30분, 토: 08시~11시30분, 연휴일,공휴일 휴무 급여250~300만 운전면허소지자,정규직으로 우대 *사천동 [동서기계정밀] T.213-4787 010-4646-4788 <box>892 354 1036 430</box>
ad-text: ⓐ전기기사 (경력1년이상) 산업기사(경력2년이상자) 급구함 전문대행업체 출퇴근자유 *청주시 [청록전기안전관리] T.010-7279-3365 <box>1226 910 1369 960</box>
classified-ad <box>1058 693 1205 781</box>
category-header: 구 함 <box>724 529 871 571</box>
header-rule <box>55 116 1372 118</box>
classified-ad <box>891 698 1038 799</box>
classified-ad <box>724 1183 871 1232</box>
ad-text: ⓐ생산직 모집 시급: 만원, 하루 8시간근무, 평도교통비지급, 점심제공 * 근무지: 오창읍 두릉유리로 50-6 (오창산단근처) [세윤산업] T.010-6373-8774 <box>57 380 199 444</box>
urgent-label: 빨리구함 <box>1225 1197 1372 1235</box>
classified-ad <box>891 349 1038 437</box>
phone-number: 010-4343-1020 <box>1079 517 1184 562</box>
issue-info: 2022/ 10/ 13(목) 제7091호 줄광고 222-1236 | 박스광고 222-0700 <box>505 90 897 105</box>
classified-ad <box>1225 1500 1372 1575</box>
classified-ad <box>1225 1412 1372 1500</box>
classified-ad <box>55 375 202 450</box>
classified-ad <box>891 1037 1038 1125</box>
ad-text: ⓐCO2용접원 정규직 특장차 경력자우대, 초보자가능 / 주5일 주 5일 / 근무 초보자가능,연봉 [제조업체] T.213-9004,010-3425-2350 <box>892 1241 1031 1291</box>
ad-text: ■종합다인인력 *인력대표 집 인권을 존중받는 일터를 만들어갑니다 [겨울고정일자리미리준비] 8시30분(100%출력 숙소 살비제공) 일급 절대 당일지급 제2022-5570056-14-5-00005호 [다인인력] T.010-2060-7938 <box>57 1197 197 1287</box>
ad-text: 알바모집 누수 탐지 위 장비 *자세한 내용 상담 [임공정] T.010-7473-6560 <box>892 1427 1036 1464</box>
ad-text: ⓐ기계 제작 및 설치기사 및 용접기사 2명채용 합니다 4대보험가입 기본급여250만원 연장수당 수식제공 이력서 등본지참 *서원구 남이면 곡천리 ㈜23-16 [태원기계] T.289-3108 289-4308 <box>892 879 1034 955</box>
ad-text: ⓐ선반, 밀링, 알곤용접 기사구함 경험자 우대 (숙식가능) 급여 상담후 결정, 4대보험적용 *남이면 척산리 [백인기계] T.276-1339,010-5469-1339 <box>1059 861 1202 925</box>
classified-ad <box>389 810 536 859</box>
